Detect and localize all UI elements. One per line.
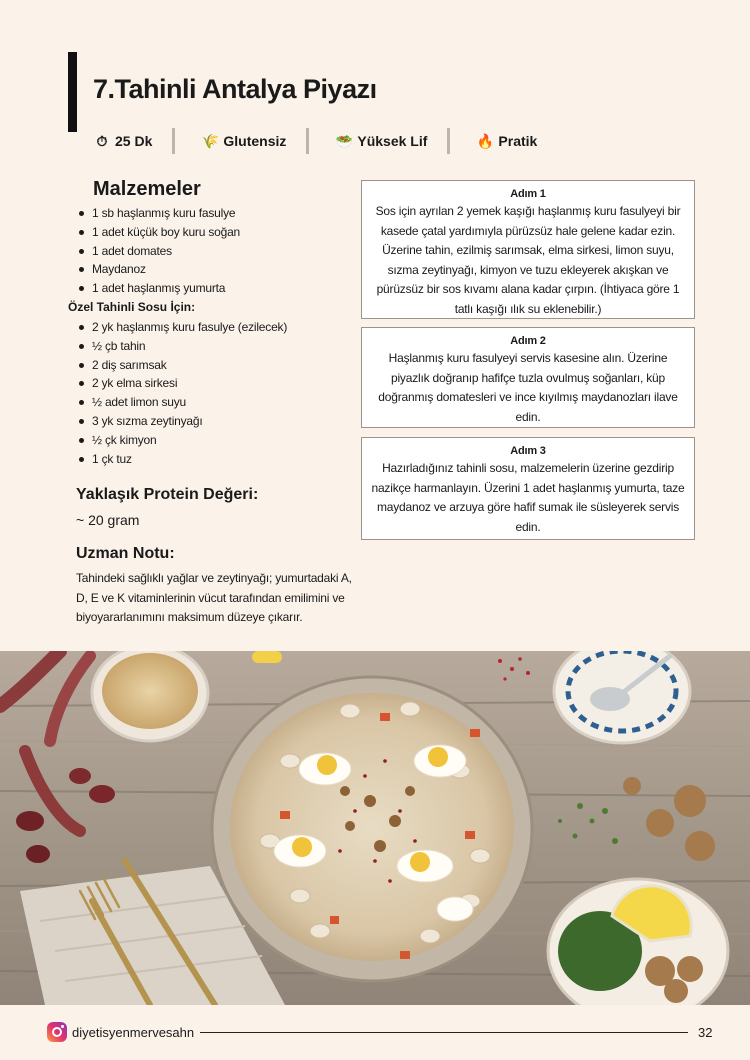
step-box-3	[361, 437, 695, 540]
footer-divider	[200, 1032, 688, 1033]
step-text: Haşlanmış kuru fasulyeyi servis kasesine alın. Üzerine piyazlık doğranıp hafifçe tuzla ovulmuş soğanları, küp doğranmış domatesleri ve ince kıyılmış maydanozları ilave edin.	[378, 351, 678, 424]
wheat-icon: 🌾	[201, 132, 220, 149]
list-item: 2 yk haşlanmış kuru fasulye (ezilecek)	[78, 318, 287, 337]
step-text: Hazırladığınız tahinli sosu, malzemelerin üzerine gezdirip nazikçe harmanlayın. Üzerini 1 adet haşlanmış yumurta, taze maydanoz ve arzuya göre hafif sumak ile süsleyerek servis edin.	[371, 461, 685, 534]
tag-gluten-free	[201, 133, 286, 150]
tag-divider	[172, 128, 175, 154]
salad-icon: 🥗	[335, 132, 354, 149]
list-item: 1 adet haşlanmış yumurta	[78, 279, 240, 298]
list-item: 1 adet küçük boy kuru soğan	[78, 223, 240, 242]
instagram-icon	[47, 1022, 67, 1042]
tag-divider	[447, 128, 450, 154]
step-title: Adım 3	[510, 445, 546, 457]
tag-divider	[306, 128, 309, 154]
tag-label: 25 Dk	[115, 133, 153, 149]
step-title: Adım 1	[510, 188, 546, 200]
tag-label: Glutensiz	[223, 133, 287, 149]
step-box-2	[361, 327, 695, 428]
title-accent-bar	[68, 52, 77, 132]
list-item: Maydanoz	[78, 260, 240, 279]
list-item: ½ çk kimyon	[78, 431, 287, 450]
food-photo	[0, 651, 750, 1005]
ingredients-heading: Malzemeler	[93, 178, 201, 200]
tag-high-fiber	[335, 133, 427, 150]
sauce-heading: Özel Tahinli Sosu İçin:	[68, 300, 196, 314]
step-title: Adım 2	[510, 335, 546, 347]
sauce-ingredients-list	[78, 318, 287, 468]
recipe-tags	[93, 127, 537, 155]
page-number: 32	[698, 1025, 713, 1040]
list-item: 1 sb haşlanmış kuru fasulye	[78, 204, 240, 223]
tag-label: Pratik	[498, 133, 538, 149]
fire-icon: 🔥	[476, 132, 495, 149]
page-title: 7.Tahinli Antalya Piyazı	[93, 74, 377, 104]
list-item: ½ adet limon suyu	[78, 393, 287, 412]
stopwatch-icon: ⏱	[96, 132, 108, 149]
social-handle: diyetisyenmervesahn	[72, 1025, 195, 1040]
expert-note-heading: Uzman Notu:	[76, 545, 175, 562]
tag-label: Yüksek Lif	[357, 133, 428, 149]
step-text: Sos için ayrılan 2 yemek kaşığı haşlanmış kuru fasulyeyi bir kasede çatal yardımıyla pürüzsüz hale gelene kadar ezin. Üzerine tahin, ezilmiş sarımsak, elma sirkesi, limon suyu, sızma zeytinyağı, kimyon ve tuzu ekleyerek akışkan ve pürüzsüz bir sos kıvamı alana kadar çırpın. (İhtiyaca göre 1 tatlı kaşığı ılık su eklenebilir.)	[375, 204, 681, 316]
list-item: ½ çb tahin	[78, 337, 287, 356]
list-item: 1 çk tuz	[78, 450, 287, 469]
protein-value: ~ 20 gram	[76, 512, 140, 528]
tag-practical	[476, 133, 537, 150]
list-item: 2 diş sarımsak	[78, 356, 287, 375]
ingredients-list	[78, 204, 240, 298]
list-item: 2 yk elma sirkesi	[78, 374, 287, 393]
list-item: 3 yk sızma zeytinyağı	[78, 412, 287, 431]
tag-time	[93, 133, 152, 150]
expert-note-text: Tahindeki sağlıklı yağlar ve zeytinyağı; yumurtadaki A, D, E ve K vitaminlerinin vücut tarafından emilimini ve biyoyararlanımını maksimum düzeye çıkarır.	[76, 571, 352, 624]
step-box-1	[361, 180, 695, 319]
list-item: 1 adet domates	[78, 242, 240, 261]
protein-heading: Yaklaşık Protein Değeri:	[76, 486, 259, 503]
